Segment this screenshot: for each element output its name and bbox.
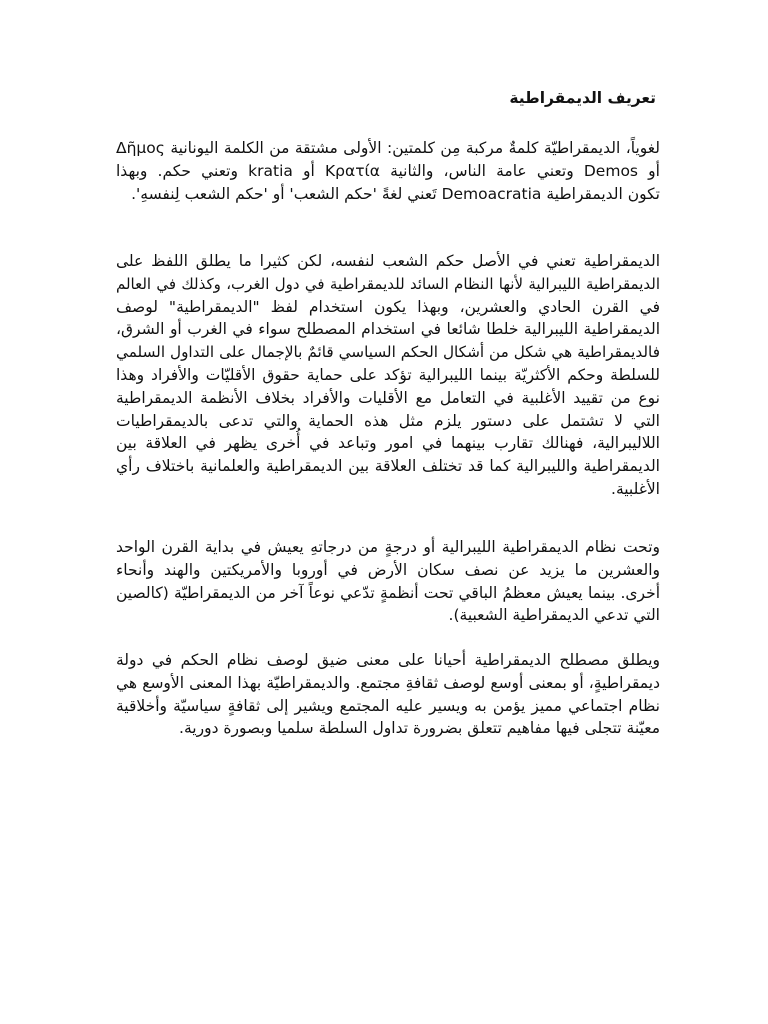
- paragraph-line: نوع من تقييد الأغلبية في التعامل مع الأقليات والأفراد بخلاف الأنظمة الديمقراطية: [116, 388, 660, 407]
- paragraph-line: أو Demos وتعني عامة الناس، والثانية Κρατία أو kratia وتعني حكم. وبهذا: [116, 161, 660, 180]
- paragraph-definition: [116, 250, 660, 501]
- paragraph-line: الأغلبية.: [611, 479, 660, 498]
- paragraph-line: والعشرين ما يزيد عن نصف سكان الأرض في أوروبا والأمريكتين والهند وأنحاء: [116, 560, 660, 579]
- document-title: تعريف الديمقراطية: [509, 89, 656, 107]
- paragraph-line: فالديمقراطية هي شكل من أشكال الحكم السياسي قائمٌ بالإجمال على التداول السلمي: [116, 343, 660, 362]
- paragraph-line: الديمقراطية الليبرالية خلطا شائعا في استخدام المصطلح سواء في الغرب أو الشرق،: [116, 320, 660, 339]
- paragraph-line: وتحت نظام الديمقراطية الليبرالية أو درجةٍ من درجاتهِ يعيش في بداية القرن الواحد: [116, 538, 660, 556]
- paragraph-line: للسلطة وحكم الأكثريّة بينما الليبرالية تؤكد على حماية حقوق الأقليّات والأفراد وهذا: [116, 365, 660, 384]
- paragraph-usage: [116, 649, 660, 740]
- paragraph-line: في القرن الحادي والعشرين، وبهذا يكون استخدام لفظ "الديمقراطية" لوصف: [116, 297, 660, 316]
- paragraph-line: الديمقراطية الليبرالية لأنها النظام السائد للديمقراطية في دول الغرب، وكذلك في العالم: [116, 274, 660, 293]
- paragraph-line: الديمقراطية تعني في الأصل حكم الشعب لنفسه، لكن كثيرا ما يطلق اللفظ على: [116, 252, 660, 270]
- paragraph-liberal-democracy: [116, 536, 660, 627]
- paragraph-line: اللاليبرالية، فهنالك تقارب بينهما في امور وتباعد في أُخرى يظهر في العلاقة بين: [116, 434, 660, 453]
- paragraph-line: الديمقراطية والليبرالية كما قد تختلف العلاقة بين الديمقراطية والعلمانية باختلاف رأي: [116, 457, 660, 476]
- paragraph-etymology: [116, 137, 660, 205]
- paragraph-line: ويطلق مصطلح الديمقراطية أحيانا على معنى ضيق لوصف نظام الحكم في دولة: [116, 651, 660, 669]
- paragraph-line: معيّنة تتجلى فيها مفاهيم تتعلق بضرورة تداول السلطة سلميا وبصورة دورية.: [179, 719, 660, 738]
- paragraph-line: أخرى. بينما يعيش معظمُ الباقي تحت أنظمةٍ تدّعي نوعاً آخر من الديمقراطيّة (كالصين: [116, 583, 660, 602]
- paragraph-line: نظام اجتماعي مميز يؤمن به ويسير عليه المجتمع ويشير إلى ثقافةٍ سياسيّة وأخلاقية: [116, 696, 660, 715]
- paragraph-line: لغوياً، الديمقراطيّة كلمةٌ مركبة مِن كلمتين: الأولى مشتقة من الكلمة اليونانية Δῆμος: [116, 139, 660, 157]
- paragraph-line: التي تدعي الديمقراطية الشعبية).: [448, 606, 660, 625]
- paragraph-line: ديمقراطيةٍ، أو بمعنى أوسع لوصف ثقافةِ مجتمع. والديمقراطيّة بهذا المعنى الأوسع هي: [116, 673, 660, 692]
- paragraph-line: تكون الديمقراطية Demoacratia تَعني لغةً 'حكم الشعب' أو 'حكم الشعب لِنفسهِ'.: [131, 184, 660, 203]
- paragraph-line: التي لا تشتمل على دستور يلزم مثل هذه الحماية والتي تدعى بالديمقراطيات: [116, 411, 660, 430]
